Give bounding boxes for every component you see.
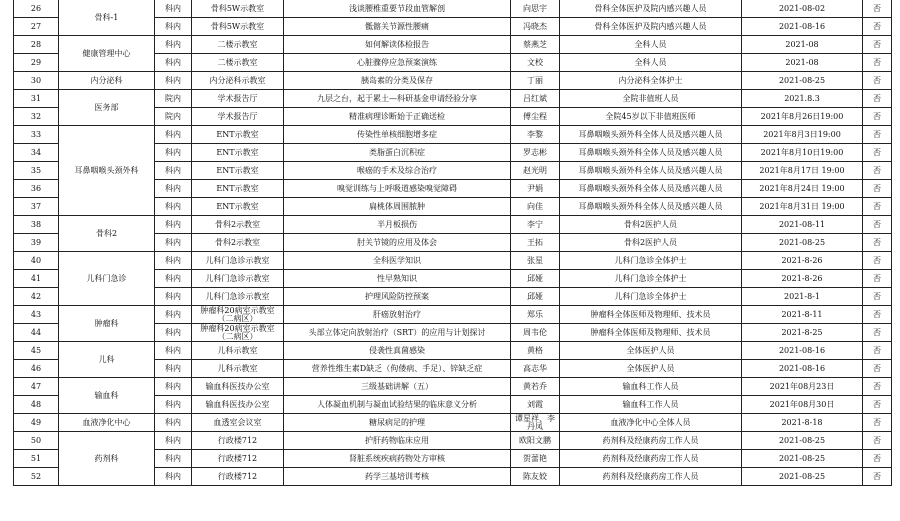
table-row	[14, 72, 892, 90]
credit-cell: 否	[863, 414, 892, 432]
date-cell: 2021-08-16	[742, 360, 863, 378]
location-cell: 骨科2示教室	[192, 216, 284, 234]
row-number-cell: 26	[14, 0, 59, 18]
row-number-cell: 51	[14, 450, 59, 468]
date-cell: 2021年8月10日19:00	[742, 144, 863, 162]
topic-cell: 类脂蛋白沉积症	[284, 144, 511, 162]
row-number-cell: 46	[14, 360, 59, 378]
date-cell: 2021-8-11	[742, 306, 863, 324]
audience-cell: 药剂科及经康药房工作人员	[560, 468, 742, 486]
location-cell: 行政楼712	[192, 432, 284, 450]
speaker-cell: 邱娅	[511, 270, 560, 288]
location-cell: 儿科示教室	[192, 342, 284, 360]
topic-cell: 侵袭性真菌感染	[284, 342, 511, 360]
date-cell: 2021年08月23日	[742, 378, 863, 396]
credit-cell: 否	[863, 90, 892, 108]
date-cell: 2021年08月30日	[742, 396, 863, 414]
location-cell: 骨科5W示教室	[192, 18, 284, 36]
speaker-cell: 丁丽	[511, 72, 560, 90]
topic-cell: 护理风险防控预案	[284, 288, 511, 306]
topic-cell: 心脏骤停应急预案演练	[284, 54, 511, 72]
date-cell: 2021-8-1	[742, 288, 863, 306]
scope-cell: 科内	[155, 396, 192, 414]
audience-cell: 骨科2医护人员	[560, 234, 742, 252]
credit-cell: 否	[863, 72, 892, 90]
scope-cell: 科内	[155, 198, 192, 216]
table-row	[14, 414, 892, 432]
row-number-cell: 33	[14, 126, 59, 144]
table-row	[14, 342, 892, 360]
location-cell: 肿瘤科20病室示教室（二病区）	[192, 324, 284, 342]
location-cell: 二楼示教室	[192, 36, 284, 54]
department-cell: 儿科门急诊	[59, 252, 155, 306]
topic-cell: 浅谈腰椎重要节段血管解剖	[284, 0, 511, 18]
date-cell: 2021-08-25	[742, 234, 863, 252]
date-cell: 2021-08	[742, 54, 863, 72]
scope-cell: 科内	[155, 36, 192, 54]
audience-cell: 全科人员	[560, 36, 742, 54]
topic-cell: 营养性维生素D缺乏（佝偻病、手足）、锌缺乏症	[284, 360, 511, 378]
row-number-cell: 30	[14, 72, 59, 90]
date-cell: 2021-08-16	[742, 18, 863, 36]
credit-cell: 否	[863, 342, 892, 360]
scope-cell: 科内	[155, 216, 192, 234]
speaker-cell: 尹娟	[511, 180, 560, 198]
table-row	[14, 216, 892, 234]
credit-cell: 否	[863, 360, 892, 378]
topic-cell: 三级基础讲解（五）	[284, 378, 511, 396]
scope-cell: 科内	[155, 18, 192, 36]
row-number-cell: 40	[14, 252, 59, 270]
row-number-cell: 42	[14, 288, 59, 306]
speaker-cell: 冯晓杰	[511, 18, 560, 36]
scope-cell: 科内	[155, 270, 192, 288]
speaker-cell: 高志华	[511, 360, 560, 378]
credit-cell: 否	[863, 288, 892, 306]
location-cell: 血透室会议室	[192, 414, 284, 432]
training-schedule-table	[13, 0, 892, 486]
date-cell: 2021年8月24日 19:00	[742, 180, 863, 198]
speaker-cell: 罗志彬	[511, 144, 560, 162]
scope-cell: 科内	[155, 234, 192, 252]
audience-cell: 儿科门急诊全体护士	[560, 288, 742, 306]
department-cell: 儿科	[59, 342, 155, 378]
credit-cell: 否	[863, 252, 892, 270]
speaker-cell: 吕红斌	[511, 90, 560, 108]
speaker-cell: 文校	[511, 54, 560, 72]
audience-cell: 耳鼻咽喉头颈外科全体人员及感兴趣人员	[560, 162, 742, 180]
scope-cell: 科内	[155, 288, 192, 306]
speaker-cell: 向佳	[511, 198, 560, 216]
table-row	[14, 252, 892, 270]
location-cell: 行政楼712	[192, 450, 284, 468]
credit-cell: 否	[863, 126, 892, 144]
department-cell: 骨科2	[59, 216, 155, 252]
date-cell: 2021年8月3日19:00	[742, 126, 863, 144]
location-cell: ENT示教室	[192, 180, 284, 198]
audience-cell: 全体医护人员	[560, 342, 742, 360]
row-number-cell: 34	[14, 144, 59, 162]
location-cell: 儿科门急诊示教室	[192, 270, 284, 288]
department-cell: 骨科-1	[59, 0, 155, 36]
topic-cell: 扁桃体周围脓肿	[284, 198, 511, 216]
row-number-cell: 28	[14, 36, 59, 54]
credit-cell: 否	[863, 306, 892, 324]
table-row	[14, 0, 892, 18]
scope-cell: 科内	[155, 54, 192, 72]
scope-cell: 科内	[155, 342, 192, 360]
location-cell: 行政楼712	[192, 468, 284, 486]
audience-cell: 儿科门急诊全体护士	[560, 252, 742, 270]
location-cell: 二楼示教室	[192, 54, 284, 72]
row-number-cell: 45	[14, 342, 59, 360]
speaker-cell: 郑乐	[511, 306, 560, 324]
scope-cell: 院内	[155, 90, 192, 108]
row-number-cell: 36	[14, 180, 59, 198]
department-cell: 药剂科	[59, 432, 155, 486]
scope-cell: 科内	[155, 414, 192, 432]
scope-cell: 科内	[155, 72, 192, 90]
location-cell: 骨科2示教室	[192, 234, 284, 252]
speaker-cell: 刘霞	[511, 396, 560, 414]
row-number-cell: 49	[14, 414, 59, 432]
scope-cell: 科内	[155, 378, 192, 396]
location-cell: ENT示教室	[192, 198, 284, 216]
scope-cell: 科内	[155, 450, 192, 468]
credit-cell: 否	[863, 378, 892, 396]
credit-cell: 否	[863, 234, 892, 252]
credit-cell: 否	[863, 162, 892, 180]
credit-cell: 否	[863, 432, 892, 450]
table-row	[14, 126, 892, 144]
speaker-cell: 黄若乔	[511, 378, 560, 396]
department-cell: 健康管理中心	[59, 36, 155, 72]
topic-cell: 传染性单核细胞增多症	[284, 126, 511, 144]
credit-cell: 否	[863, 324, 892, 342]
date-cell: 2021年8月31日 19:00	[742, 198, 863, 216]
audience-cell: 骨科2医护人员	[560, 216, 742, 234]
audience-cell: 输血科工作人员	[560, 378, 742, 396]
date-cell: 2021-08-25	[742, 432, 863, 450]
location-cell: 儿科门急诊示教室	[192, 252, 284, 270]
audience-cell: 全院45岁以下非值班医师	[560, 108, 742, 126]
topic-cell: 骶髂关节源性腰痛	[284, 18, 511, 36]
audience-cell: 血液净化中心全体人员	[560, 414, 742, 432]
table-body	[14, 0, 892, 486]
row-number-cell: 39	[14, 234, 59, 252]
date-cell: 2021-08-25	[742, 72, 863, 90]
scope-cell: 院内	[155, 108, 192, 126]
location-cell: 骨科5W示教室	[192, 0, 284, 18]
table-row	[14, 36, 892, 54]
topic-cell: 肾脏系统疾病药物处方审核	[284, 450, 511, 468]
audience-cell: 全科人员	[560, 54, 742, 72]
audience-cell: 耳鼻咽喉头颈外科全体人员及感兴趣人员	[560, 126, 742, 144]
speaker-cell: 王拓	[511, 234, 560, 252]
topic-cell: 性早熟知识	[284, 270, 511, 288]
date-cell: 2021-08-25	[742, 450, 863, 468]
row-number-cell: 43	[14, 306, 59, 324]
scope-cell: 科内	[155, 0, 192, 18]
row-number-cell: 38	[14, 216, 59, 234]
audience-cell: 耳鼻咽喉头颈外科全体人员及感兴趣人员	[560, 180, 742, 198]
speaker-cell: 谭星祥、李丹凤	[511, 414, 560, 432]
date-cell: 2021-8-18	[742, 414, 863, 432]
audience-cell: 儿科门急诊全体护士	[560, 270, 742, 288]
audience-cell: 骨科全体医护及院内感兴趣人员	[560, 18, 742, 36]
scope-cell: 科内	[155, 144, 192, 162]
audience-cell: 全体医护人员	[560, 360, 742, 378]
date-cell: 2021-08-25	[742, 468, 863, 486]
date-cell: 2021-08	[742, 36, 863, 54]
row-number-cell: 27	[14, 18, 59, 36]
location-cell: 肿瘤科20病室示教室（二病区）	[192, 306, 284, 324]
audience-cell: 药剂科及经康药房工作人员	[560, 450, 742, 468]
location-cell: ENT示教室	[192, 126, 284, 144]
topic-cell: 糖尿病足的护理	[284, 414, 511, 432]
credit-cell: 否	[863, 18, 892, 36]
location-cell: 学术报告厅	[192, 90, 284, 108]
location-cell: 儿科示教室	[192, 360, 284, 378]
row-number-cell: 32	[14, 108, 59, 126]
table-row	[14, 378, 892, 396]
speaker-cell: 蔡燕芝	[511, 36, 560, 54]
credit-cell: 否	[863, 216, 892, 234]
credit-cell: 否	[863, 54, 892, 72]
credit-cell: 否	[863, 270, 892, 288]
date-cell: 2021-8-26	[742, 252, 863, 270]
topic-cell: 头部立体定向放射治疗（SRT）的应用与计划探讨	[284, 324, 511, 342]
audience-cell: 肿瘤科全体医师及物理师、技术员	[560, 306, 742, 324]
audience-cell: 输血科工作人员	[560, 396, 742, 414]
row-number-cell: 31	[14, 90, 59, 108]
audience-cell: 肿瘤科全体医师及物理师、技术员	[560, 324, 742, 342]
credit-cell: 否	[863, 108, 892, 126]
row-number-cell: 50	[14, 432, 59, 450]
speaker-cell: 邱娅	[511, 288, 560, 306]
location-cell: 学术报告厅	[192, 108, 284, 126]
credit-cell: 否	[863, 180, 892, 198]
table-row	[14, 432, 892, 450]
speaker-cell: 贺蕾艳	[511, 450, 560, 468]
row-number-cell: 47	[14, 378, 59, 396]
speaker-cell: 周韦伦	[511, 324, 560, 342]
topic-cell: 九层之台，起于累土—科研基金申请经验分享	[284, 90, 511, 108]
speaker-cell: 陈友姣	[511, 468, 560, 486]
audience-cell: 内分泌科全体护士	[560, 72, 742, 90]
audience-cell: 骨科全体医护及院内感兴趣人员	[560, 0, 742, 18]
table-row	[14, 306, 892, 324]
row-number-cell: 29	[14, 54, 59, 72]
speaker-cell: 李宁	[511, 216, 560, 234]
scope-cell: 科内	[155, 306, 192, 324]
credit-cell: 否	[863, 36, 892, 54]
credit-cell: 否	[863, 198, 892, 216]
location-cell: ENT示教室	[192, 144, 284, 162]
department-cell: 耳鼻咽喉头颈外科	[59, 126, 155, 216]
speaker-cell: 傅尘程	[511, 108, 560, 126]
row-number-cell: 52	[14, 468, 59, 486]
topic-cell: 胰岛素的分类及保存	[284, 72, 511, 90]
date-cell: 2021年8月17日 19:00	[742, 162, 863, 180]
department-cell: 内分泌科	[59, 72, 155, 90]
date-cell: 2021-08-11	[742, 216, 863, 234]
topic-cell: 肝癌放射治疗	[284, 306, 511, 324]
date-cell: 2021-8-26	[742, 270, 863, 288]
credit-cell: 否	[863, 468, 892, 486]
topic-cell: 护肝药物临床应用	[284, 432, 511, 450]
speaker-cell: 黄格	[511, 342, 560, 360]
date-cell: 2021-8-25	[742, 324, 863, 342]
credit-cell: 否	[863, 450, 892, 468]
location-cell: 输血科医技办公室	[192, 396, 284, 414]
credit-cell: 否	[863, 144, 892, 162]
date-cell: 2021-08-02	[742, 0, 863, 18]
credit-cell: 否	[863, 0, 892, 18]
topic-cell: 如何解读体检报告	[284, 36, 511, 54]
topic-cell: 精准病理诊断始于正确送检	[284, 108, 511, 126]
date-cell: 2021-08-16	[742, 342, 863, 360]
location-cell: 输血科医技办公室	[192, 378, 284, 396]
credit-cell: 否	[863, 396, 892, 414]
audience-cell: 耳鼻咽喉头颈外科全体人员及感兴趣人员	[560, 144, 742, 162]
speaker-cell: 张星	[511, 252, 560, 270]
speaker-cell: 欧阳文鹏	[511, 432, 560, 450]
speaker-cell: 赵光明	[511, 162, 560, 180]
row-number-cell: 35	[14, 162, 59, 180]
date-cell: 2021.8.3	[742, 90, 863, 108]
scope-cell: 科内	[155, 324, 192, 342]
row-number-cell: 48	[14, 396, 59, 414]
scope-cell: 科内	[155, 126, 192, 144]
topic-cell: 半月板损伤	[284, 216, 511, 234]
scope-cell: 科内	[155, 162, 192, 180]
date-cell: 2021年8月26日19:00	[742, 108, 863, 126]
table-row	[14, 90, 892, 108]
location-cell: 内分泌科示教室	[192, 72, 284, 90]
topic-cell: 全科医学知识	[284, 252, 511, 270]
topic-cell: 药学三基培训考核	[284, 468, 511, 486]
scope-cell: 科内	[155, 468, 192, 486]
department-cell: 血液净化中心	[59, 414, 155, 432]
audience-cell: 全院非值班人员	[560, 90, 742, 108]
scope-cell: 科内	[155, 180, 192, 198]
audience-cell: 耳鼻咽喉头颈外科全体人员及感兴趣人员	[560, 198, 742, 216]
topic-cell: 喉癌的手术及综合治疗	[284, 162, 511, 180]
topic-cell: 肘关节镜的应用及体会	[284, 234, 511, 252]
scope-cell: 科内	[155, 252, 192, 270]
location-cell: 儿科门急诊示教室	[192, 288, 284, 306]
location-cell: ENT示教室	[192, 162, 284, 180]
topic-cell: 人体凝血机制与凝血试验结果的临床意义分析	[284, 396, 511, 414]
row-number-cell: 44	[14, 324, 59, 342]
department-cell: 输血科	[59, 378, 155, 414]
scope-cell: 科内	[155, 432, 192, 450]
topic-cell: 嗅觉训练与上呼吸道感染嗅觉障碍	[284, 180, 511, 198]
department-cell: 肿瘤科	[59, 306, 155, 342]
scope-cell: 科内	[155, 360, 192, 378]
speaker-cell: 李黎	[511, 126, 560, 144]
speaker-cell: 向思宇	[511, 0, 560, 18]
department-cell: 医务部	[59, 90, 155, 126]
row-number-cell: 37	[14, 198, 59, 216]
row-number-cell: 41	[14, 270, 59, 288]
audience-cell: 药剂科及经康药房工作人员	[560, 432, 742, 450]
